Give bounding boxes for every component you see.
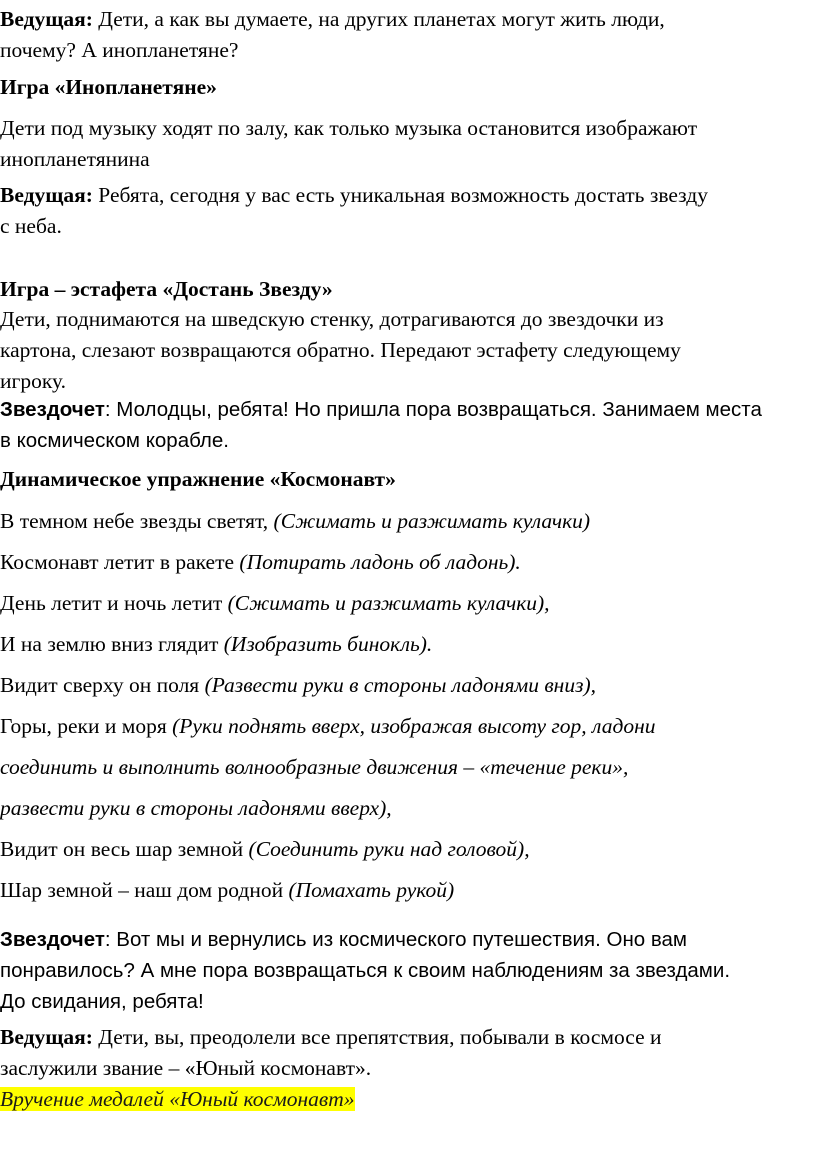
text: понравилось? А мне пора возвращаться к своим наблюдениям за звездами. — [0, 959, 731, 982]
paragraph-host-star — [0, 180, 814, 242]
poem-line — [0, 583, 814, 624]
paragraph-relay-rules — [0, 304, 814, 397]
poem-action: (Помахать рукой) — [288, 878, 455, 902]
speaker-label: Ведущая: — [0, 1025, 93, 1049]
poem-action: развести руки в стороны ладонями вверх), — [0, 796, 392, 820]
poem-line — [0, 665, 814, 706]
poem-line — [0, 706, 814, 747]
text: заслужили звание – «Юный космонавт». — [0, 1056, 372, 1080]
speaker-label: Звездочет — [0, 928, 105, 951]
paragraph-astronomer-2 — [0, 924, 814, 1017]
poem-line — [0, 624, 814, 665]
text: Ребята, сегодня у вас есть уникальная возможность достать звезду — [92, 183, 708, 207]
text: Дети, поднимаются на шведскую стенку, дотрагиваются до звездочки из — [0, 307, 664, 331]
poem-action: (Потирать ладонь об ладонь). — [239, 550, 521, 574]
highlighted-award-line: Вручение медалей «Юный космонавт» — [0, 1087, 355, 1111]
text: : Молодцы, ребята! Но пришла пора возвращаться. Занимаем места — [104, 398, 762, 421]
text: Дети под музыку ходят по залу, как только музыка остановится изображают — [0, 116, 698, 140]
speaker-label: Ведущая: — [0, 183, 93, 207]
heading-game-aliens — [0, 72, 814, 103]
poem-text: Горы, реки и моря — [0, 714, 173, 738]
text: в космическом корабле. — [0, 429, 229, 452]
heading-dynamic-exercise — [0, 464, 814, 495]
poem-line — [0, 829, 814, 870]
heading-text: Динамическое упражнение «Космонавт» — [0, 467, 396, 491]
poem-action: (Развести руки в стороны ладонями вниз), — [204, 673, 596, 697]
paragraph-host-question — [0, 4, 814, 66]
text: с неба. — [0, 214, 62, 238]
poem-text: И на землю вниз глядит — [0, 632, 224, 656]
poem-action: соединить и выполнить волнообразные движения – «течение реки», — [0, 755, 629, 779]
poem-text: Видит он весь шар земной — [0, 837, 249, 861]
poem-line — [0, 870, 814, 911]
poem-action: (Руки поднять вверх, изображая высоту гор, ладони — [172, 714, 656, 738]
poem-action: (Изобразить бинокль). — [223, 632, 433, 656]
paragraph-game-aliens-rules — [0, 113, 814, 175]
poem-line — [0, 542, 814, 583]
poem-text: День летит и ночь летит — [0, 591, 228, 615]
speaker-label: Звездочет — [0, 398, 105, 421]
poem-line — [0, 501, 814, 542]
heading-text: Игра «Инопланетяне» — [0, 75, 217, 99]
text: инопланетянина — [0, 147, 150, 171]
poem-line — [0, 747, 814, 788]
poem-text: Видит сверху он поля — [0, 673, 205, 697]
text: Дети, вы, преодолели все препятствия, побывали в космосе и — [92, 1025, 662, 1049]
poem-text: Космонавт летит в ракете — [0, 550, 240, 574]
text: До свидания, ребята! — [0, 990, 204, 1013]
paragraph-astronomer-1 — [0, 394, 814, 456]
poem-action: (Сжимать и разжимать кулачки) — [273, 509, 591, 533]
paragraph-host-final — [0, 1022, 814, 1115]
text: : Вот мы и вернулись из космического путешествия. Оно вам — [104, 928, 688, 951]
poem-action: (Сжимать и разжимать кулачки), — [227, 591, 550, 615]
poem-exercise — [0, 501, 814, 911]
text: игроку. — [0, 369, 66, 393]
poem-line — [0, 788, 814, 829]
text: картона, слезают возвращаются обратно. Передают эстафету следующему — [0, 338, 681, 362]
heading-relay-game — [0, 274, 814, 305]
poem-text: В темном небе звезды светят, — [0, 509, 274, 533]
poem-action: (Соединить руки над головой), — [248, 837, 530, 861]
poem-text: Шар земной – наш дом родной — [0, 878, 289, 902]
text: Дети, а как вы думаете, на других планетах могут жить люди, — [92, 7, 665, 31]
heading-text: Игра – эстафета «Достань Звезду» — [0, 277, 333, 301]
text: почему? А инопланетяне? — [0, 38, 239, 62]
speaker-label: Ведущая: — [0, 7, 93, 31]
